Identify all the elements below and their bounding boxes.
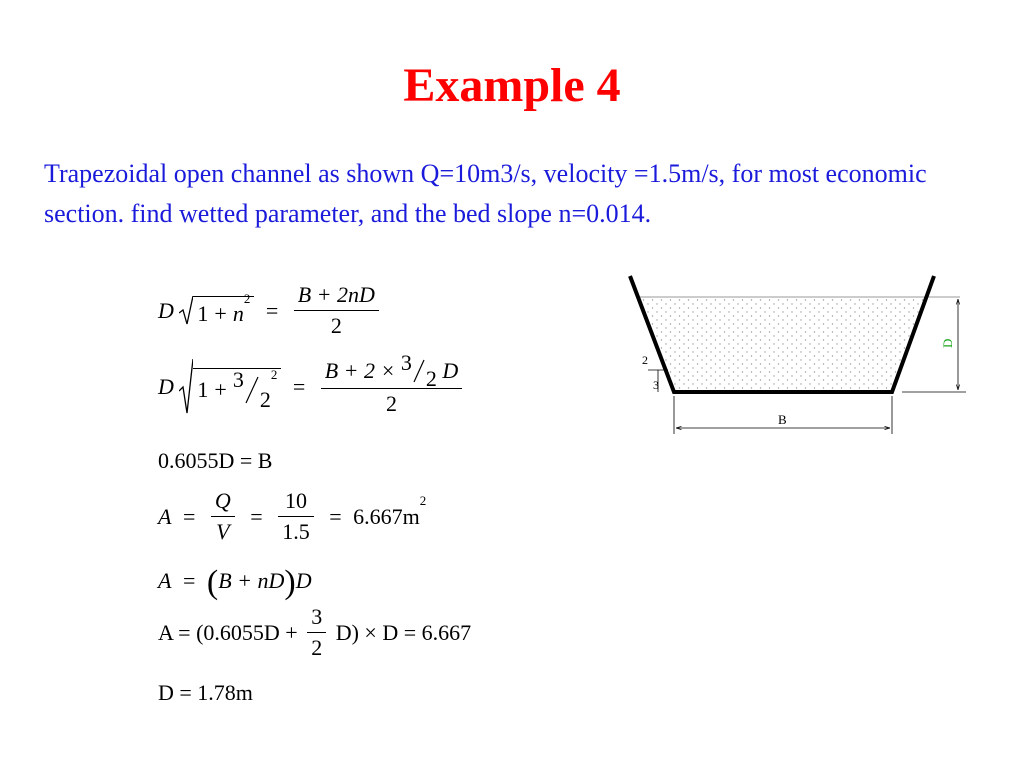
depth-label: D bbox=[940, 338, 955, 348]
equation-3: 0.6055D = B bbox=[158, 448, 273, 473]
equation-6 bbox=[158, 606, 471, 659]
eq5-inner: B + nD bbox=[218, 568, 285, 593]
eq1-one: 1 bbox=[197, 301, 209, 327]
eq2-three: 3 bbox=[232, 367, 244, 392]
slope-label-2: 2 bbox=[642, 353, 648, 367]
eq4-vel: 1.5 bbox=[282, 519, 310, 544]
eq2-num-D: D bbox=[442, 358, 459, 383]
eq4-equals-2: = bbox=[250, 503, 263, 529]
eq1-D: D bbox=[158, 297, 174, 323]
slash-icon bbox=[244, 375, 260, 405]
eq2-num-two: 2 bbox=[425, 366, 437, 391]
eq5-equals: = bbox=[182, 568, 196, 593]
eq2-sqrt bbox=[179, 359, 281, 415]
eq4-fraction-values bbox=[278, 490, 314, 543]
radical-sign-icon bbox=[179, 296, 193, 326]
eq2-D: D bbox=[158, 373, 174, 399]
eq1-denominator: 2 bbox=[330, 313, 342, 338]
eq4-ten: 10 bbox=[278, 490, 314, 517]
slope-label-3: 3 bbox=[653, 378, 659, 392]
eq6-lhs: A = (0.6055D + bbox=[158, 619, 298, 645]
eq2-num-three: 3 bbox=[400, 350, 412, 375]
slide-title: Example 4 bbox=[403, 59, 621, 112]
eq2-two: 2 bbox=[259, 387, 271, 412]
eq6-fraction bbox=[307, 606, 326, 659]
equation-4 bbox=[158, 490, 426, 543]
eq4-equals-1: = bbox=[182, 503, 196, 529]
eq2-equals: = bbox=[292, 373, 306, 399]
eq2-one: 1 bbox=[197, 377, 209, 402]
eq1-numerator: B + 2nD bbox=[294, 284, 379, 311]
eq1-n: n bbox=[232, 301, 244, 327]
eq4-A: A bbox=[158, 503, 172, 529]
eq1-fraction bbox=[294, 284, 379, 337]
eq4-equals-3: = bbox=[329, 503, 342, 529]
eq6-rhs: D) × D = 6.667 bbox=[335, 619, 472, 645]
radical-sign-icon bbox=[179, 359, 193, 415]
slash-icon bbox=[412, 358, 426, 384]
eq6-two: 2 bbox=[311, 635, 323, 660]
eq4-fraction-qv bbox=[211, 490, 235, 543]
eq4-exp: 2 bbox=[419, 493, 427, 509]
eq2-exp: 2 bbox=[270, 366, 278, 382]
equation-2 bbox=[158, 350, 466, 416]
width-label: B bbox=[778, 412, 787, 427]
eq2-plus: + bbox=[214, 377, 227, 402]
eq2-num-a: B + 2 × bbox=[324, 358, 396, 383]
equation-7: D = 1.78m bbox=[158, 680, 253, 705]
eq2-numerator bbox=[321, 350, 463, 391]
eq2-fraction bbox=[321, 350, 463, 416]
eq5-D: D bbox=[295, 568, 312, 593]
eq4-V: V bbox=[216, 519, 230, 544]
trapezoidal-channel-diagram bbox=[610, 270, 980, 440]
equation-5 bbox=[158, 564, 312, 601]
problem-statement: Trapezoidal open channel as shown Q=10m3/s, velocity =1.5m/s, for most economic section. find wetted parameter, and the bed slope n=0.014. bbox=[44, 159, 927, 228]
eq5-right-paren: ) bbox=[284, 564, 296, 601]
equation-1 bbox=[158, 284, 383, 337]
water-fill bbox=[638, 297, 928, 392]
eq1-exp: 2 bbox=[243, 290, 251, 306]
eq1-sqrt bbox=[179, 290, 254, 327]
eq6-three: 3 bbox=[307, 606, 326, 633]
eq5-left-paren: ( bbox=[206, 564, 219, 601]
eq5-A: A bbox=[158, 568, 172, 593]
eq4-result: 6.667m bbox=[353, 503, 420, 529]
eq1-plus: + bbox=[214, 301, 227, 327]
eq4-Q: Q bbox=[211, 490, 235, 517]
eq1-equals: = bbox=[265, 297, 279, 323]
eq2-denominator: 2 bbox=[386, 391, 397, 416]
